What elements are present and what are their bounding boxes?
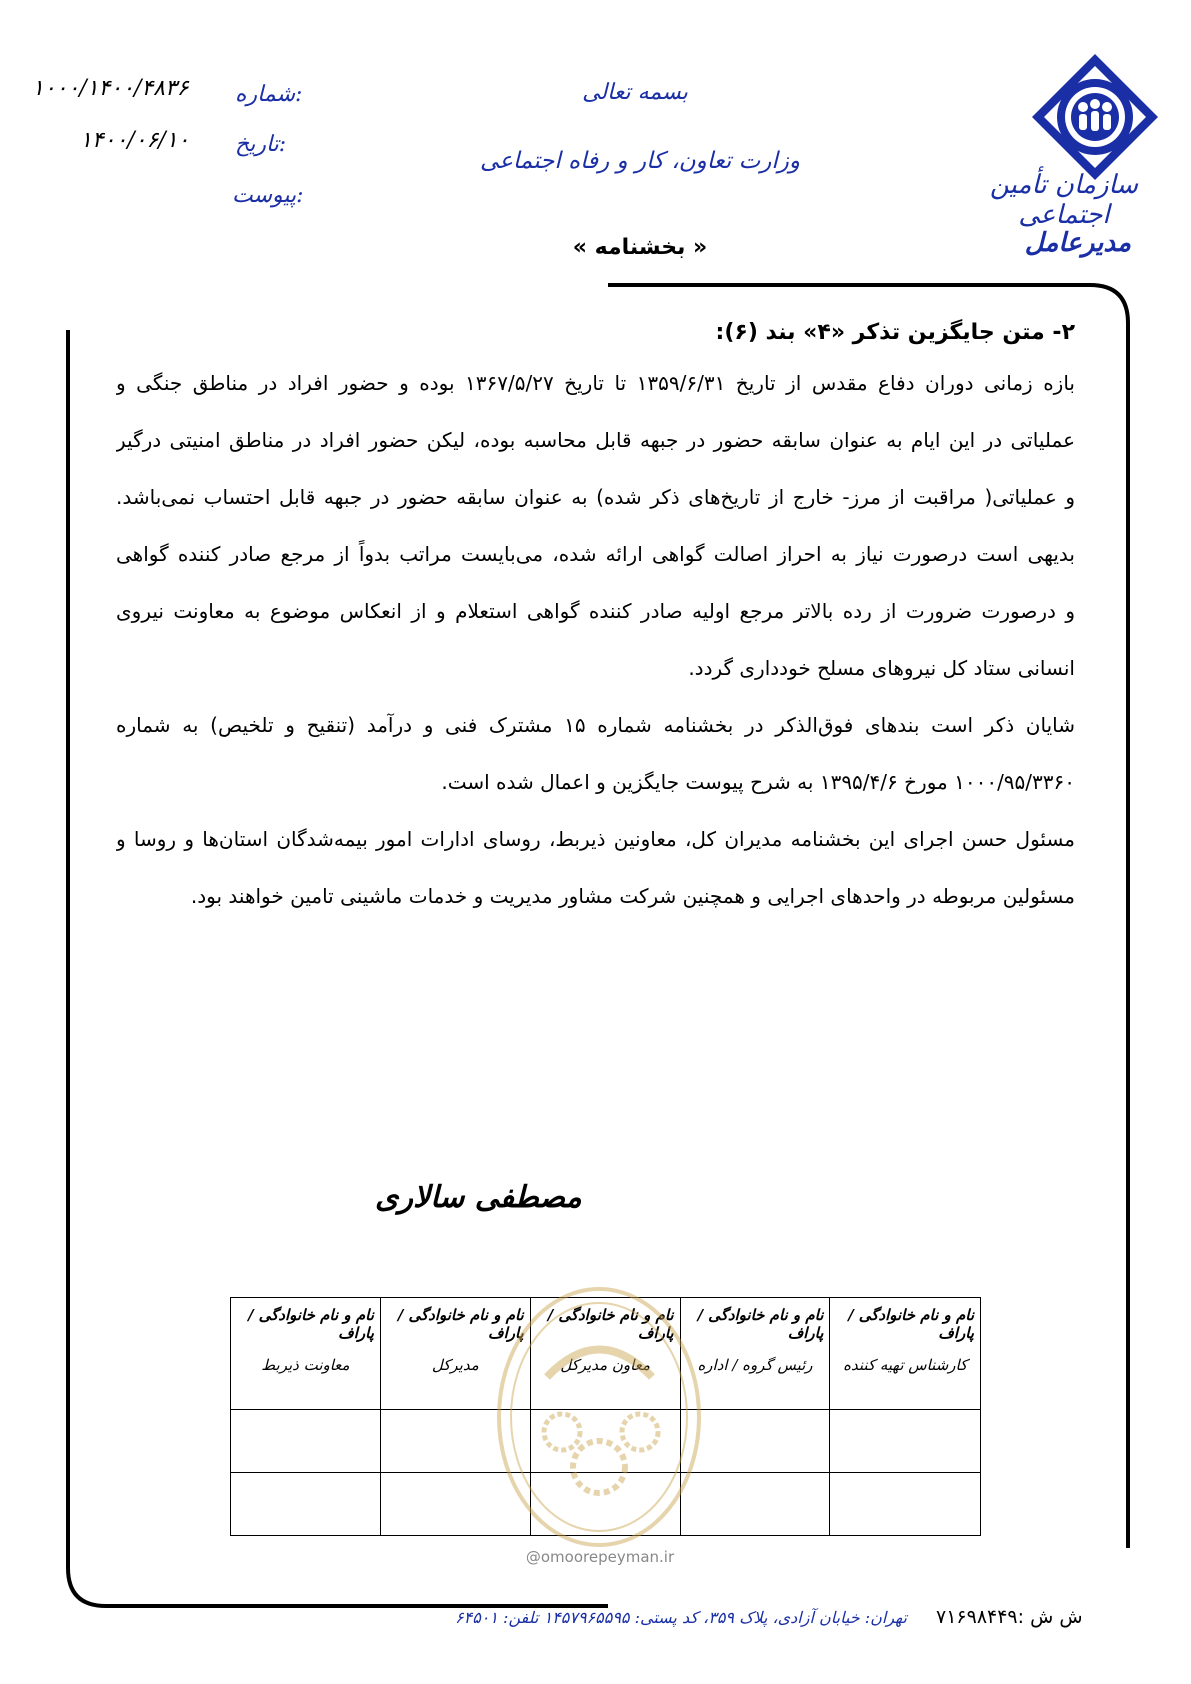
body-line: مسئول حسن اجرای این بخشنامه مدیران کل، معاونین ذیربط، روسای ادارات امور بیمه‌شدگان استان‌ها و روسا و xyxy=(116,827,1075,851)
cell-title: نام و نام خانوادگی / پاراف xyxy=(547,1306,674,1342)
org-logo-icon xyxy=(1030,52,1160,182)
body-line: و درصورت ضرورت از رده بالاتر مرجع اولیه صادر کننده گواهی استعلام و از انعکاس موضوع به معاونت نیروی xyxy=(116,599,1075,623)
ministry-name: وزارت تعاون، کار و رفاه اجتماعی xyxy=(480,148,800,174)
body-line: مسئولین مربوطه در واحدهای اجرایی و همچنین شرکت مشاور مدیریت و خدمات ماشینی تامین خواهند بود. xyxy=(190,884,1075,908)
cell-role: کارشناس تهیه کننده xyxy=(843,1356,968,1374)
blank-cell xyxy=(231,1473,381,1536)
body-line: بدیهی است درصورت نیاز به احراز اصالت گواهی ارائه شده، می‌بایست مراتب بدواً از مرجع صادر کننده گواهی xyxy=(116,542,1075,566)
watermark-text: @omoorepeyman.ir xyxy=(525,1548,675,1566)
blank-cell xyxy=(530,1410,680,1473)
cell-role: مدیرکل xyxy=(431,1356,479,1374)
approval-cell xyxy=(380,1298,530,1410)
approval-table xyxy=(230,1297,981,1536)
date-label: تاریخ: xyxy=(235,132,287,157)
body-line: و عملیاتی( مراقبت از مرز- خارج از تاریخ‌های ذکر شده) به عنوان سابقه حضور در جبهه قابل احتساب نمی‌باشد. xyxy=(116,485,1075,509)
footer-serial: ش ش :۷۱۶۹۸۴۴۹ xyxy=(936,1606,1083,1628)
footer-address: تهران: خیابان آزادی، پلاک ۳۵۹، کد پستی: ۱۴۵۷۹۶۵۵۹۵ تلفن: ۶۴۵۰۱ xyxy=(455,1608,908,1627)
blank-cell xyxy=(680,1410,830,1473)
approval-cell xyxy=(231,1298,381,1410)
blank-cell xyxy=(530,1473,680,1536)
signature-name: مصطفی سالاری xyxy=(375,1180,582,1215)
body-line: عملیاتی در این ایام به عنوان سابقه حضور در جبهه قابل محاسبه بوده، لیکن حضور افراد در مناطق امنیتی درگیر xyxy=(116,428,1075,452)
document-type: « بخشنامه » xyxy=(572,235,708,260)
approval-cell xyxy=(530,1298,680,1410)
basmala: بسمه تعالی xyxy=(582,80,688,105)
body-line: ۱۰۰۰/۹۵/۳۳۶۰ مورخ ۱۳۹۵/۴/۶ به شرح پیوست جایگزین و اعمال شده است. xyxy=(441,770,1075,794)
body-line: بازه زمانی دوران دفاع مقدس از تاریخ ۱۳۵۹/۶/۳۱ تا تاریخ ۱۳۶۷/۵/۲۷ بوده و حضور افراد در مناطق جنگی و xyxy=(116,371,1075,395)
org-name: سازمان تأمین اجتماعی xyxy=(989,170,1139,230)
table-row xyxy=(231,1298,981,1410)
cell-role: رئیس گروه / اداره xyxy=(697,1356,813,1374)
cell-title: نام و نام خانوادگی / پاراف xyxy=(247,1306,374,1342)
attachment-label: پیوست: xyxy=(232,183,304,208)
cell-title: نام و نام خانوادگی / پاراف xyxy=(697,1306,824,1342)
body-line: انسانی ستاد کل نیروهای مسلح خودداری گردد. xyxy=(688,656,1075,680)
date-value: ۱۴۰۰/۰۶/۱۰ xyxy=(80,128,190,153)
number-label: شماره: xyxy=(235,82,303,107)
section-heading: ۲- متن جایگزین تذکر «۴» بند (۶): xyxy=(715,320,1075,345)
table-row xyxy=(231,1473,981,1536)
cell-role: معاون مدیرکل xyxy=(560,1356,651,1374)
number-value: ۱۰۰۰/۱۴۰۰/۴۸۳۶ xyxy=(32,76,189,101)
document-body xyxy=(116,320,1075,925)
blank-cell xyxy=(380,1410,530,1473)
table-row xyxy=(231,1410,981,1473)
blank-cell xyxy=(830,1473,981,1536)
blank-cell xyxy=(830,1410,981,1473)
approval-cell xyxy=(680,1298,830,1410)
body-line: شایان ذکر است بندهای فوق‌الذکر در بخشنامه شماره ۱۵ مشترک فنی و درآمد (تنقیح و تلخیص) به شماره xyxy=(116,713,1075,737)
cell-title: نام و نام خانوادگی / پاراف xyxy=(848,1306,974,1342)
cell-role: معاونت ذیربط xyxy=(261,1356,350,1374)
approval-cell xyxy=(830,1298,981,1410)
blank-cell xyxy=(231,1410,381,1473)
cell-title: نام و نام خانوادگی / پاراف xyxy=(397,1306,524,1342)
blank-cell xyxy=(680,1473,830,1536)
blank-cell xyxy=(380,1473,530,1536)
office-title: مدیرعامل xyxy=(1024,228,1131,258)
